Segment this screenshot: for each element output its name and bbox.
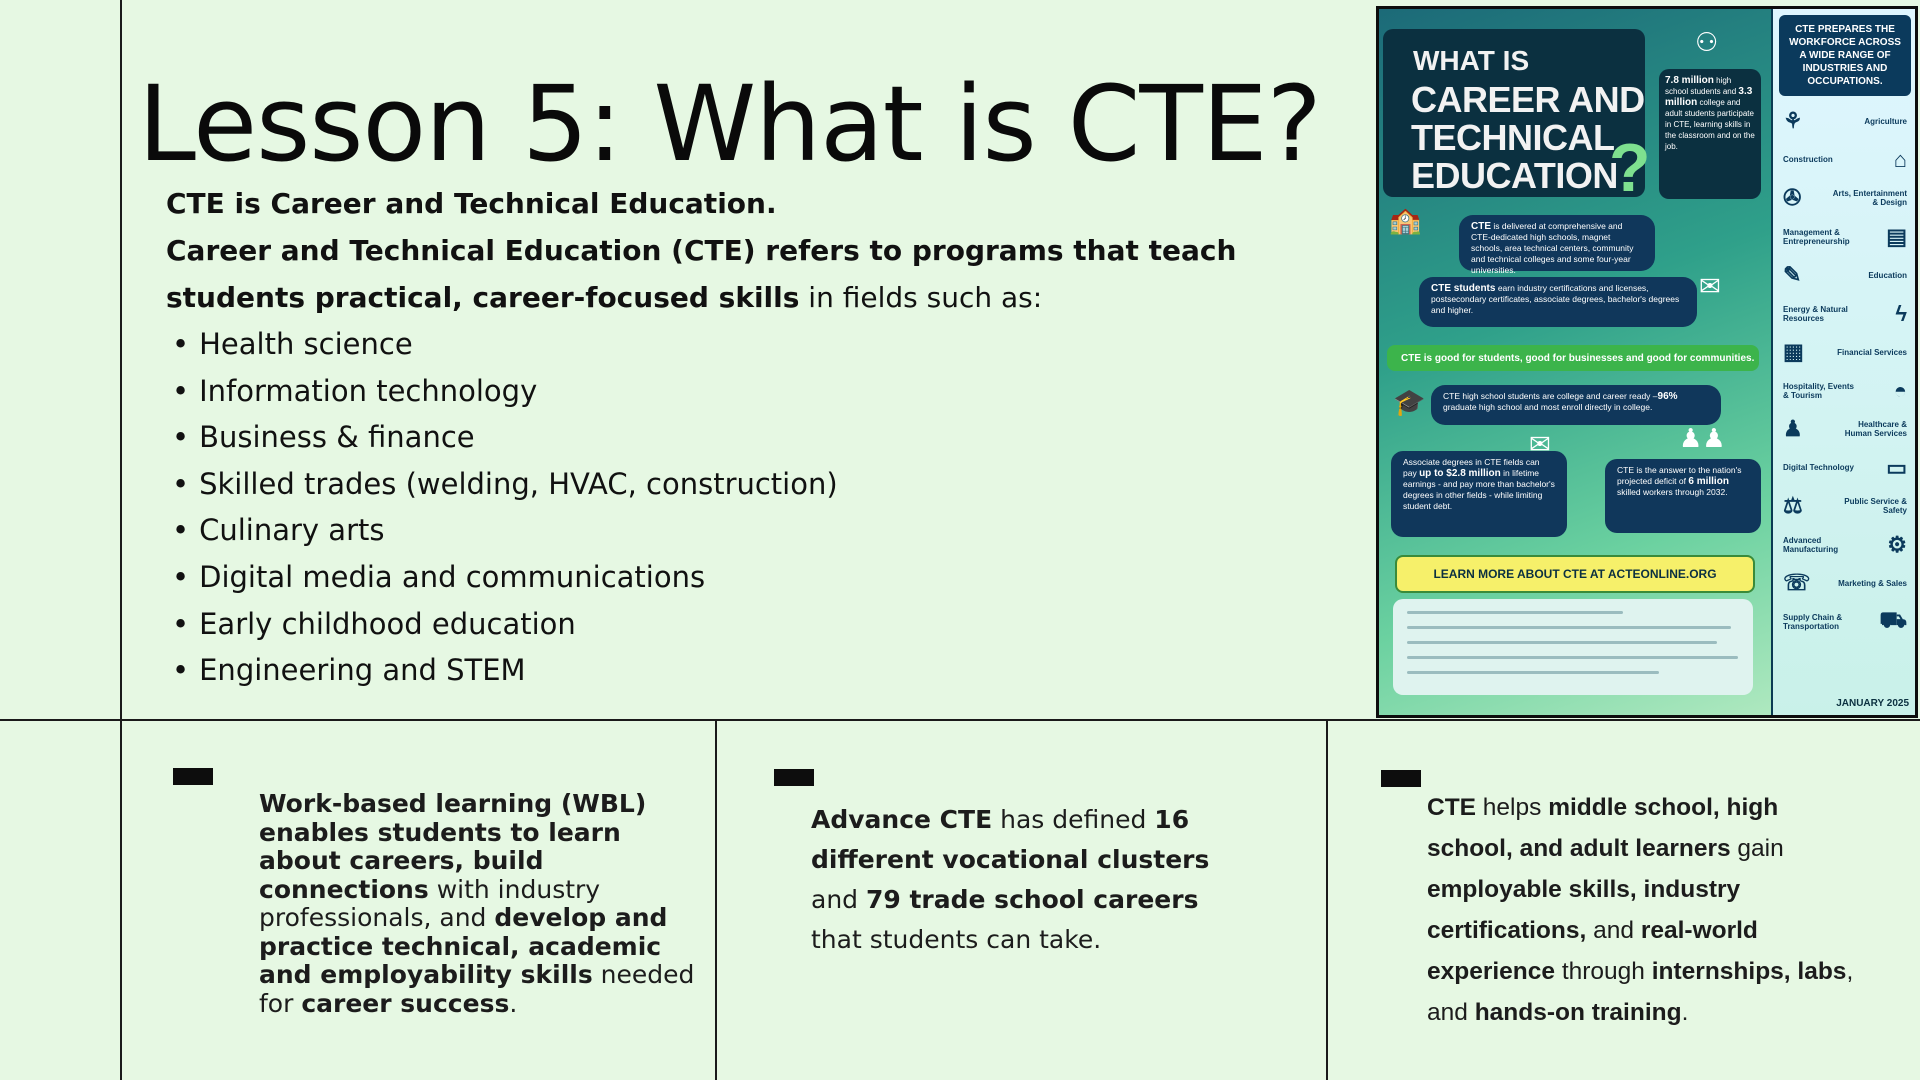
- industry-item: [1773, 487, 1917, 526]
- infographic-ready-pill: CTE high school students are college and career ready –96% graduate high school and most enroll directly in college.: [1431, 385, 1721, 425]
- infographic-references: [1393, 599, 1753, 695]
- field-item: • Digital media and communications: [166, 554, 1296, 601]
- infographic-delivery-pill: CTE is delivered at comprehensive and CTE-dedicated high schools, magnet schools, area technical centers, community and technical colleges and some four-year universities.: [1459, 215, 1655, 271]
- field-item: • Business & finance: [166, 414, 1296, 461]
- industry-label: Management & Entrepreneurship: [1783, 227, 1850, 246]
- industry-label: Digital Technology: [1783, 463, 1854, 473]
- cte-infographic: [1376, 6, 1918, 718]
- industry-item: [1773, 141, 1917, 180]
- industry-label: Energy & Natural Resources: [1783, 304, 1848, 323]
- industry-label: Education: [1868, 270, 1907, 280]
- robot-arm-icon: ⚙: [1887, 531, 1907, 557]
- learners-paragraph: CTE helps middle school, high school, and adult learners gain employable skills, industry certifications, and real-world experience through internships, labs, and hands-on training.: [1427, 794, 1854, 1026]
- industry-label: Healthcare & Human Services: [1844, 420, 1907, 439]
- certificate-icon: ✉: [1699, 271, 1721, 301]
- field-item: • Engineering and STEM: [166, 647, 1296, 694]
- industry-label: Arts, Entertainment & Design: [1832, 189, 1907, 208]
- wbl-paragraph: Work-based learning (WBL) enables students to learn about careers, build connections with industry professionals, and develop and practice technical, academic and employability skills needed for career success.: [259, 789, 695, 1018]
- column-marker-2: [774, 769, 814, 786]
- field-item: • Early childhood education: [166, 601, 1296, 648]
- intro-section: [166, 180, 1296, 694]
- column-marker-1: [173, 768, 213, 785]
- infographic-heading: CAREER AND TECHNICAL EDUCATION: [1411, 79, 1645, 196]
- clusters-paragraph: Advance CTE has defined 16 different vocational clusters and 79 trade school careers that students can take.: [811, 805, 1210, 954]
- left-divider: [120, 0, 122, 1080]
- industry-label: Construction: [1783, 155, 1833, 165]
- page-title: Lesson 5: What is CTE?: [138, 63, 1321, 185]
- truck-icon: ⛟: [1879, 607, 1907, 633]
- infographic-title-box: [1383, 29, 1651, 206]
- book-icon: ✎: [1783, 262, 1802, 288]
- scales-icon: ⚖: [1783, 493, 1803, 519]
- calculator-icon: ▦: [1783, 339, 1804, 365]
- industry-item: [1773, 256, 1917, 295]
- industry-label: Marketing & Sales: [1838, 578, 1907, 588]
- industry-item: [1773, 410, 1917, 449]
- industry-item: [1773, 449, 1917, 488]
- industries-heading: CTE PREPARES THE WORKFORCE ACROSS A WIDE RANGE OF INDUSTRIES AND OCCUPATIONS.: [1779, 15, 1911, 96]
- infographic-date: JANUARY 2025: [1836, 698, 1909, 709]
- industry-item: [1773, 564, 1917, 603]
- industry-label: Hospitality, Events & Tourism: [1783, 381, 1854, 400]
- field-item: • Culinary arts: [166, 507, 1296, 554]
- wheat-icon: ⚘: [1783, 108, 1803, 134]
- infographic-students-pill: CTE students earn industry certifications and licenses, postsecondary certificates, associate degrees, bachelor's degrees and higher.: [1419, 277, 1697, 327]
- industries-sidebar: [1771, 9, 1917, 717]
- industry-item: [1773, 372, 1917, 411]
- blueprint-icon: ⌂: [1893, 146, 1907, 172]
- fields-list: [166, 321, 1296, 694]
- industry-item: [1773, 295, 1917, 334]
- industries-list: [1773, 102, 1917, 641]
- field-item: • Information technology: [166, 368, 1296, 415]
- crowd-icon: ♟♟: [1679, 423, 1726, 453]
- people-icon: ♟: [1783, 416, 1803, 442]
- lightning-icon: ϟ: [1895, 300, 1907, 326]
- learn-more-banner: LEARN MORE ABOUT CTE AT ACTEONLINE.ORG: [1395, 555, 1755, 593]
- industry-label: Advanced Manufacturing: [1783, 535, 1839, 554]
- camera-icon: ✇: [1783, 185, 1802, 211]
- column-marker-3: [1381, 770, 1421, 787]
- briefcase-icon: ▤: [1886, 223, 1907, 249]
- infographic-main-panel: [1379, 9, 1771, 717]
- horizontal-divider: [0, 719, 1920, 721]
- column-divider-1: [715, 719, 717, 1080]
- industry-item: [1773, 333, 1917, 372]
- field-item: • Skilled trades (welding, HVAC, construction): [166, 461, 1296, 508]
- graduation-icon: 🎓: [1393, 387, 1426, 417]
- industry-label: Supply Chain & Transportation: [1783, 612, 1843, 631]
- money-icon: ✉: [1529, 429, 1551, 459]
- industry-item: [1773, 179, 1917, 218]
- infographic-green-bar: CTE is good for students, good for businesses and good for communities.: [1387, 345, 1759, 371]
- column-divider-2: [1326, 719, 1328, 1080]
- question-mark: ?: [1609, 130, 1651, 206]
- school-buildings-icon: 🏫: [1389, 205, 1422, 235]
- intro-definition: CTE is Career and Technical Education.: [166, 187, 777, 220]
- industry-item: [1773, 218, 1917, 257]
- phone-icon: ☏: [1783, 570, 1811, 596]
- industry-item: [1773, 102, 1917, 141]
- industry-item: [1773, 603, 1917, 642]
- infographic-earnings-pill: Associate degrees in CTE fields can pay up to $2.8 million in lifetime earnings - and pay more than bachelor's degrees in other fields - while limiting student debt.: [1391, 451, 1567, 537]
- infographic-what-is: WHAT IS: [1413, 45, 1530, 76]
- industry-item: [1773, 526, 1917, 565]
- industry-label: Financial Services: [1837, 347, 1907, 357]
- network-icon: ⚇: [1695, 27, 1719, 57]
- field-item: • Health science: [166, 321, 1296, 368]
- infographic-deficit-pill: CTE is the answer to the nation's projected deficit of 6 million skilled workers through 2032.: [1605, 459, 1761, 533]
- monitor-icon: ▭: [1886, 454, 1907, 480]
- cloche-icon: ◓: [1893, 377, 1907, 403]
- industry-label: Public Service & Safety: [1844, 497, 1907, 516]
- infographic-stat-box: 7.8 million high school students and 3.3 million college and adult students participate in CTE, learning skills in the classroom and on the job.: [1659, 69, 1761, 199]
- industry-label: Agriculture: [1864, 116, 1907, 126]
- intro-description: Career and Technical Education (CTE) refers to programs that teach students practical, career-focused skills in fields such as:: [166, 234, 1237, 314]
